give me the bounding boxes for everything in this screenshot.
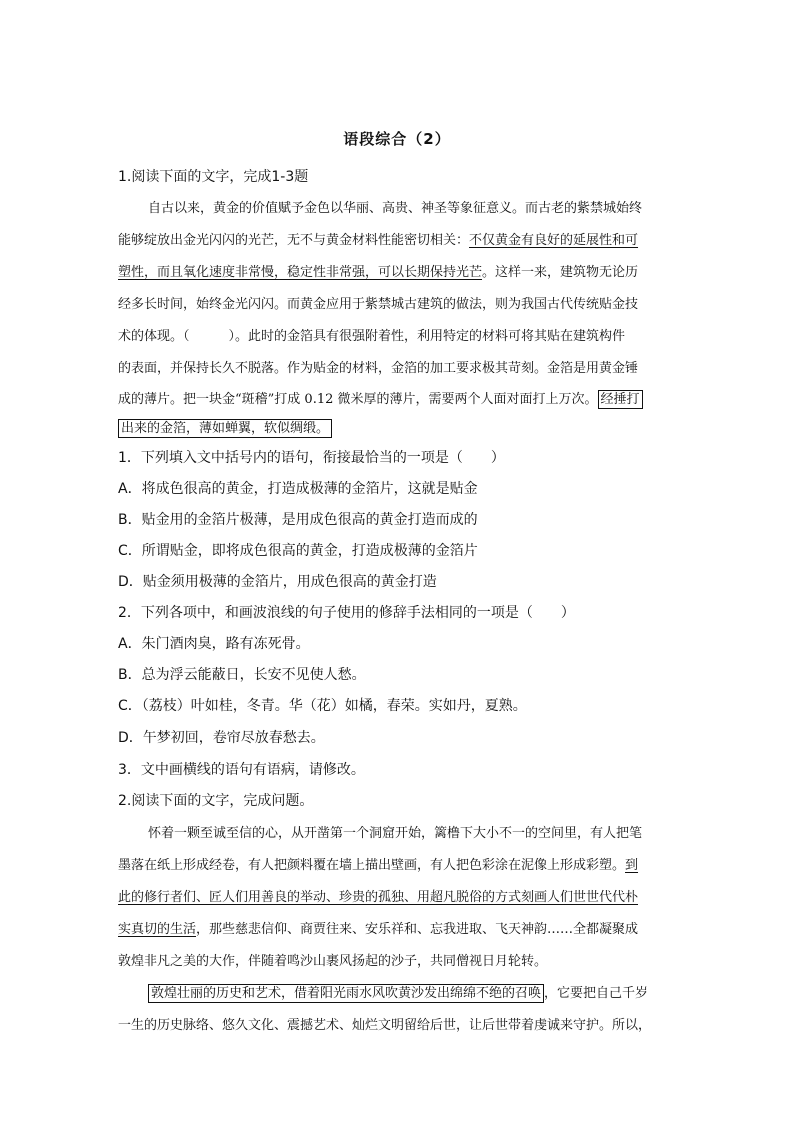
question-2: 2．下列各项中，和画波浪线的句子使用的修辞手法相同的一项是（ ） <box>118 605 575 621</box>
underlined-sentence: 到 <box>625 858 639 873</box>
passage-1-line-1: 自古以来，黄金的价值赋予金色以华丽、高贵、神圣等象征意义。而古老的紫禁城始终 <box>148 201 643 216</box>
passage-2-line-6: 敦煌壮丽的历史和艺术，借着阳光雨水风吹黄沙发出绵绵不绝的召唤 ，它要把自己千岁 <box>148 982 648 1001</box>
passage-1-line-2: 能够绽放出金光闪闪的光芒，无不与黄金材料性能密切相关：不仅黄金有良好的延展性和可 <box>118 233 639 248</box>
boxed-sentence-cont: 出来的金箔，薄如蝉翼，软似绸缎。 <box>118 419 332 438</box>
page-title: 语段综合（2） <box>343 130 451 148</box>
passage-2-line-4: 实真切的生活，那些慈悲信仰、商贾往来、安乐祥和、忘我进取、飞天神韵……全都凝聚成 <box>118 922 639 937</box>
passage-2-line-1: 怀着一颗至诚至信的心，从开凿第一个洞窟开始，篱橹下大小不一的空间里，有人把笔 <box>148 826 643 841</box>
question-2-option-a: A．朱门酒肉臭，路有冻死骨。 <box>118 636 310 652</box>
question-3: 3．文中画横线的语句有语病，请修改。 <box>118 762 365 778</box>
passage-1-line-6: 的表面，并保持长久不脱落。作为贴金的材料，金箔的加工要求极其苛刻。金箔是用黄金锤 <box>118 361 639 376</box>
question-1-option-b: B．贴金用的金箔片极薄，是用成色很高的黄金打造而成的 <box>118 512 478 528</box>
section-1-heading: 1.阅读下面的文字，完成1-3题 <box>118 169 309 185</box>
passage-1-line-3: 塑性，而且氧化速度非常慢，稳定性非常强，可以长期保持光芒。这样一来，建筑物无论历 <box>118 265 639 280</box>
section-1-passage <box>118 197 698 437</box>
passage-2-line-5: 敦煌非凡之美的大作，伴随着鸣沙山裹风扬起的沙子，共同僧视日月轮转。 <box>118 954 548 969</box>
passage-1-line-8 <box>118 417 332 436</box>
passage-2-line-3 <box>118 886 638 905</box>
boxed-sentence: 敦煌壮丽的历史和艺术，借着阳光雨水风吹黄沙发出绵绵不绝的召唤 <box>148 984 544 1003</box>
underlined-sentence-cont: 此的修行者们、匠人们用善良的举动、珍贵的孤独、用超凡脱俗的方式刻画人们世世代代朴 <box>118 890 639 905</box>
question-1: 1．下列填入文中括号内的语句，衔接最恰当的一项是（ ） <box>118 450 505 466</box>
question-2-option-d: D．午梦初回，卷帘尽放春愁去。 <box>118 730 325 746</box>
section-2-heading: 2.阅读下面的文字，完成问题。 <box>118 793 314 809</box>
question-1-option-d: D．贴金须用极薄的金箔片，用成色很高的黄金打造 <box>118 574 437 590</box>
question-1-option-a: A．将成色很高的黄金，打造成极薄的金箔片，这就是贴金 <box>118 481 478 497</box>
underlined-sentence: 不仅黄金有良好的延展性和可 <box>469 233 639 248</box>
question-2-option-b: B．总为浮云能蔽日，长安不见使人愁。 <box>118 667 366 683</box>
passage-1-line-5: 术的体现。（ ）。此时的金箔具有很强附着性，利用特定的材料可将其贴在建筑构件 <box>118 329 626 344</box>
passage-2-line-7: 一生的历史脉络、悠久文化、震撼艺术、灿烂文明留给后世，让后世带着虔诚来守护。所以， <box>118 1018 652 1033</box>
passage-1-line-7: 成的薄片。把一块金“斑稽”打成 0.12 微米厚的薄片，需要两个人面对面打上万次。 经捶打 <box>118 388 643 407</box>
section-2-passage <box>118 822 698 1042</box>
question-1-option-c: C．所谓贴金，即将成色很高的黄金，打造成极薄的金箔片 <box>118 543 478 559</box>
boxed-sentence: 经捶打 <box>598 390 643 409</box>
underlined-sentence-end: 实真切的生活 <box>118 922 197 937</box>
passage-2-line-2: 墨落在纸上形成经卷，有人把颜料覆在墙上描出壁画，有人把色彩涂在泥像上形成彩塑。到 <box>118 858 639 873</box>
passage-1-line-4: 经多长时间，始终金光闪闪。而黄金应用于紫禁城古建筑的做法，则为我国古代传统贴金技 <box>118 297 639 312</box>
underlined-sentence-cont: 塑性，而且氧化速度非常慢，稳定性非常强，可以长期保持光芒 <box>118 265 483 280</box>
question-2-option-c: C．（荔枝）叶如桂，冬青。华（花）如橘，春荣。实如丹，夏熟。 <box>118 698 527 714</box>
